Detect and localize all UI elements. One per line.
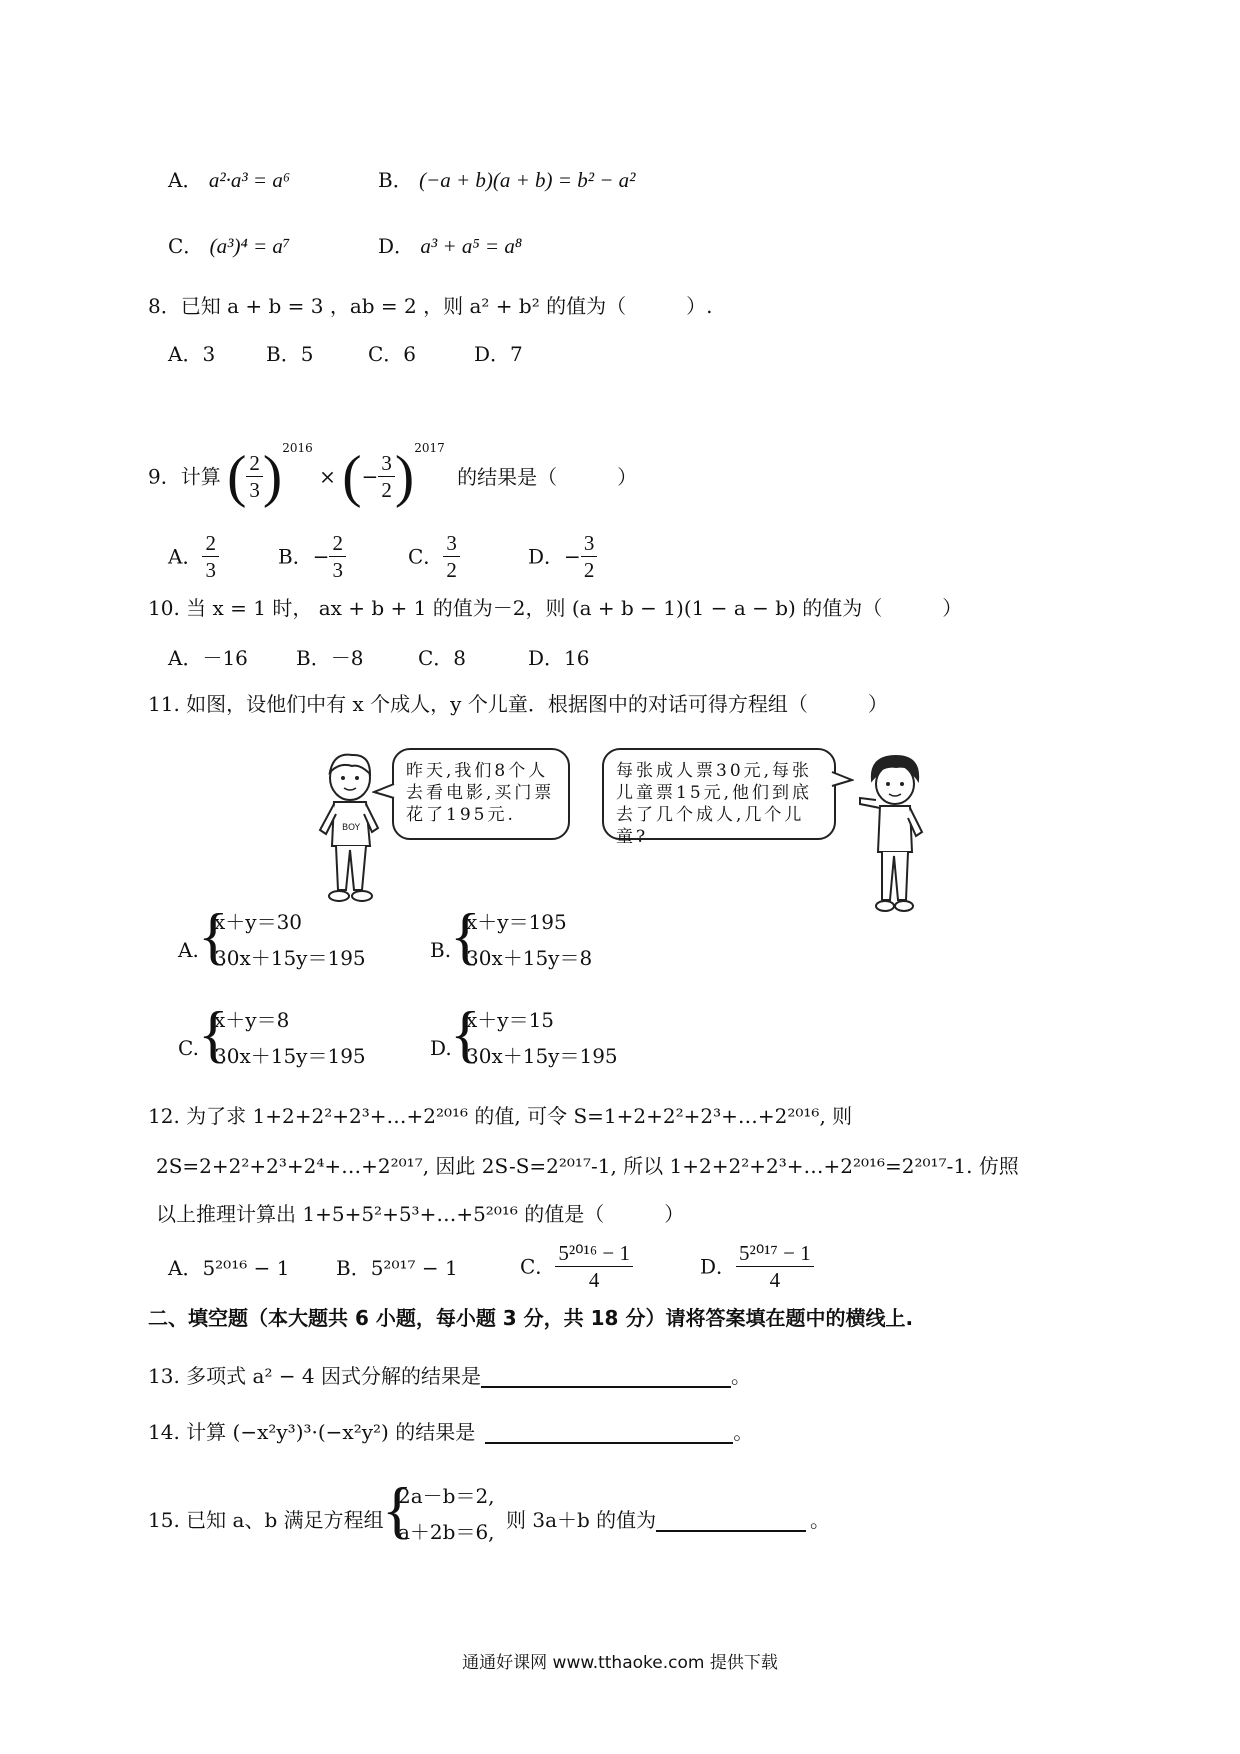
q12-line-3: 以上推理计算出 1+5+5²+5³+…+5²⁰¹⁶ 的值是（ ） [156, 1202, 685, 1226]
q9-option-c: C． $\frac{3}{2}$ [408, 530, 460, 583]
bubble-right-tail [830, 770, 854, 790]
q8-option-d: D．7 [474, 342, 523, 366]
q15-answer-blank[interactable] [656, 1510, 806, 1532]
q12-option-a: A．5²⁰¹⁶ − 1 [168, 1256, 290, 1280]
q12-option-c: C． $\frac{\text{5²⁰¹⁶ − 1}}{4}$ [520, 1240, 633, 1293]
q9-fraction-2: $\frac{3}{2}$ [378, 450, 395, 503]
q13: 13. 多项式 a² − 4 因式分解的结果是 。 [148, 1364, 752, 1388]
q12-line-2: 2S=2+2²+2³+2⁴+…+2²⁰¹⁷, 因此 2S-S=2²⁰¹⁷-1, 所以 1+2+2²+2³+…+2²⁰¹⁶=2²⁰¹⁷-1. 仿照 [156, 1154, 1019, 1178]
svg-text:BOY: BOY [342, 823, 361, 833]
q10-option-b: B．－8 [296, 646, 364, 670]
q9-stem: 9．计算 ( $\frac{2}{3}$ )$^{2016}$ × (− $\frac{3}{2}$ )$^{2017}$ 的结果是（ ） [148, 441, 638, 509]
footer-text: 通通好课网 www.tthaoke.com 提供下载 [462, 1653, 778, 1673]
q10-stem: 10. 当 x = 1 时， ax + b + 1 的值为－2，则 (a + b − 1)(1 − a − b) 的值为（ ） [148, 596, 963, 620]
q12-option-b: B．5²⁰¹⁷ − 1 [336, 1256, 458, 1280]
q10-option-d: D．16 [528, 646, 590, 670]
q11-stem: 11. 如图，设他们中有 x 个成人，y 个儿童．根据图中的对话可得方程组（ ） [148, 692, 888, 716]
q14-answer-blank[interactable] [485, 1422, 733, 1444]
q8-option-a: A．3 [168, 342, 216, 366]
q12-line-1: 12. 为了求 1+2+2²+2³+…+2²⁰¹⁶ 的值, 可令 S=1+2+2²+2³+…+2²⁰¹⁶, 则 [148, 1104, 853, 1128]
boy-right-illustration [856, 752, 936, 914]
q9-option-d: D．− $\frac{3}{2}$ [528, 530, 597, 583]
q8-stem: 8．已知 a + b = 3 ，ab = 2 ，则 a² + b² 的值为（ ）. [148, 294, 713, 318]
speech-bubble-right: 每张成人票30元,每张儿童票15元,他们到底去了几个成人,几个儿童? [602, 748, 836, 840]
q9-option-a: A． $\frac{2}{3}$ [168, 530, 219, 583]
q12-option-d: D． $\frac{\text{5²⁰¹⁷ − 1}}{4}$ [700, 1240, 814, 1293]
q7-option-c: C． (a³)⁴ = a⁷ [168, 234, 291, 258]
bubble-left-tail [372, 782, 396, 802]
section-2-title: 二、填空题（本大题共 6 小题，每小题 3 分，共 18 分）请将答案填在题中的横线上. [148, 1306, 914, 1330]
q9-fraction-1: $\frac{2}{3}$ [246, 450, 263, 503]
q8-option-b: B．5 [266, 342, 314, 366]
q13-answer-blank[interactable] [481, 1366, 731, 1388]
q7-option-a: A． a²·a³ = a⁶ [168, 168, 291, 192]
q9-option-b: B．− $\frac{2}{3}$ [278, 530, 346, 583]
q10-option-c: C．8 [418, 646, 467, 670]
q7-option-d: D． a³ + a⁵ = a⁸ [378, 234, 523, 258]
q7-option-b: B． (−a + b)(a + b) = b² − a² [378, 168, 636, 192]
boy-left-illustration [312, 750, 392, 910]
q14: 14. 计算 (−x²y³)³·(−x²y²) 的结果是 。 [148, 1420, 754, 1444]
q8-option-c: C．6 [368, 342, 417, 366]
q15: 15. 已知 a、b 满足方程组 { 2a－b＝2, a＋2b＝6, 则 3a＋b 的值为 。 [148, 1474, 830, 1545]
q10-option-a: A．－16 [168, 646, 248, 670]
speech-bubble-left: 昨天,我们8个人去看电影,买门票花了195元. [392, 748, 570, 840]
